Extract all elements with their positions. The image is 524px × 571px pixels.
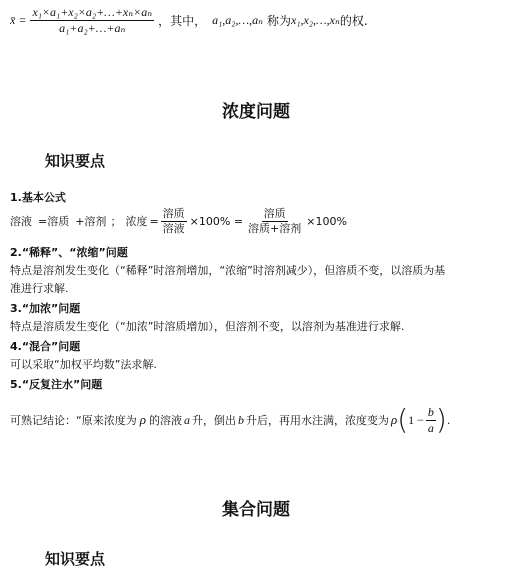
section-subtitle-knowledge: 知识要点: [45, 152, 106, 170]
formula-times-2: ×100%: [306, 214, 347, 228]
formula-eq-solute: =溶质: [38, 215, 70, 229]
var-a: a: [183, 412, 190, 427]
formula-eq2: =: [149, 214, 159, 228]
point-4-label: 4.“混合”问题: [10, 340, 81, 353]
point-5-text-d: 升后，再用水注满，浓度变为: [245, 414, 389, 428]
result-paren-right: ): [435, 403, 447, 437]
formula-solution: 溶液: [10, 215, 32, 229]
point-5-text-a: 可熟记结论：“原来浓度为: [10, 414, 137, 428]
section-title-concentration: 浓度问题: [222, 102, 290, 122]
formula-fraction-2: [246, 208, 303, 234]
formula-times-1: ×100% =: [189, 214, 244, 228]
result-fraction: [426, 406, 436, 434]
fraction-1-denominator: 溶液: [162, 221, 185, 235]
result-end: .: [446, 413, 451, 427]
result-paren-left: (: [397, 403, 409, 437]
point-4-text: 可以采取“加权平均数”法求解.: [10, 358, 157, 371]
formula-fraction-1: [161, 208, 187, 234]
result-denominator: a: [427, 420, 434, 435]
mean-weights: a₁,a₂,…,aₙ: [212, 12, 263, 27]
point-3-text: 特点是溶质发生变化（“加浓”时溶质增加），但溶剂不变，以溶剂为基准进行求解.: [10, 320, 405, 333]
point-2-text-line-1: 特点是溶剂发生变化（“稀释”时溶剂增加，“浓缩”时溶剂减少），但溶质不变，以溶质为基: [10, 264, 446, 277]
point-1-label: 1.基本公式: [10, 191, 66, 204]
point-2-label: 2.“稀释”、“浓缩”问题: [10, 246, 128, 259]
mean-text-2: 称为: [267, 13, 292, 28]
point-2-text-line-2: 准进行求解.: [10, 282, 69, 295]
point-5-text-b: 的溶液: [148, 414, 182, 428]
formula-concentration: 浓度: [125, 215, 148, 229]
point-3-label: 3.“加浓”问题: [10, 302, 81, 315]
formula-separator: ；: [110, 215, 122, 229]
var-b: b: [237, 412, 244, 427]
mean-text-3: 的权.: [339, 13, 368, 28]
mean-text-1: ，其中，: [158, 13, 207, 28]
section-title-sets: 集合问题: [222, 500, 290, 520]
section-2-subtitle-knowledge: 知识要点: [45, 550, 106, 568]
basic-formula: [10, 208, 347, 234]
result-one-minus: 1 −: [408, 412, 424, 427]
mean-lhs: x̄ =: [10, 12, 27, 27]
fraction-2-numerator: 溶质: [263, 207, 286, 220]
mean-denominator: a₁+a₂+…+aₙ: [59, 20, 126, 35]
rho-symbol: ρ: [139, 412, 146, 428]
point-5-conclusion: [10, 403, 451, 437]
fraction-1-numerator: 溶质: [162, 207, 185, 220]
mean-values: x₁,x₂,…,xₙ: [291, 12, 340, 27]
formula-plus-solvent: +溶剂: [75, 215, 107, 229]
point-5-label: 5.“反复注水”问题: [10, 378, 103, 391]
result-numerator: b: [427, 405, 434, 419]
mean-numerator: x₁×a₁+x₂×a₂+…+xₙ×aₙ: [32, 5, 153, 19]
mean-fraction: [30, 6, 154, 34]
point-5-text-c: 升，倒出: [191, 414, 236, 428]
weighted-mean-formula: [10, 6, 368, 34]
fraction-2-denominator: 溶质+溶剂: [248, 221, 302, 235]
result-rho: ρ: [390, 412, 398, 428]
